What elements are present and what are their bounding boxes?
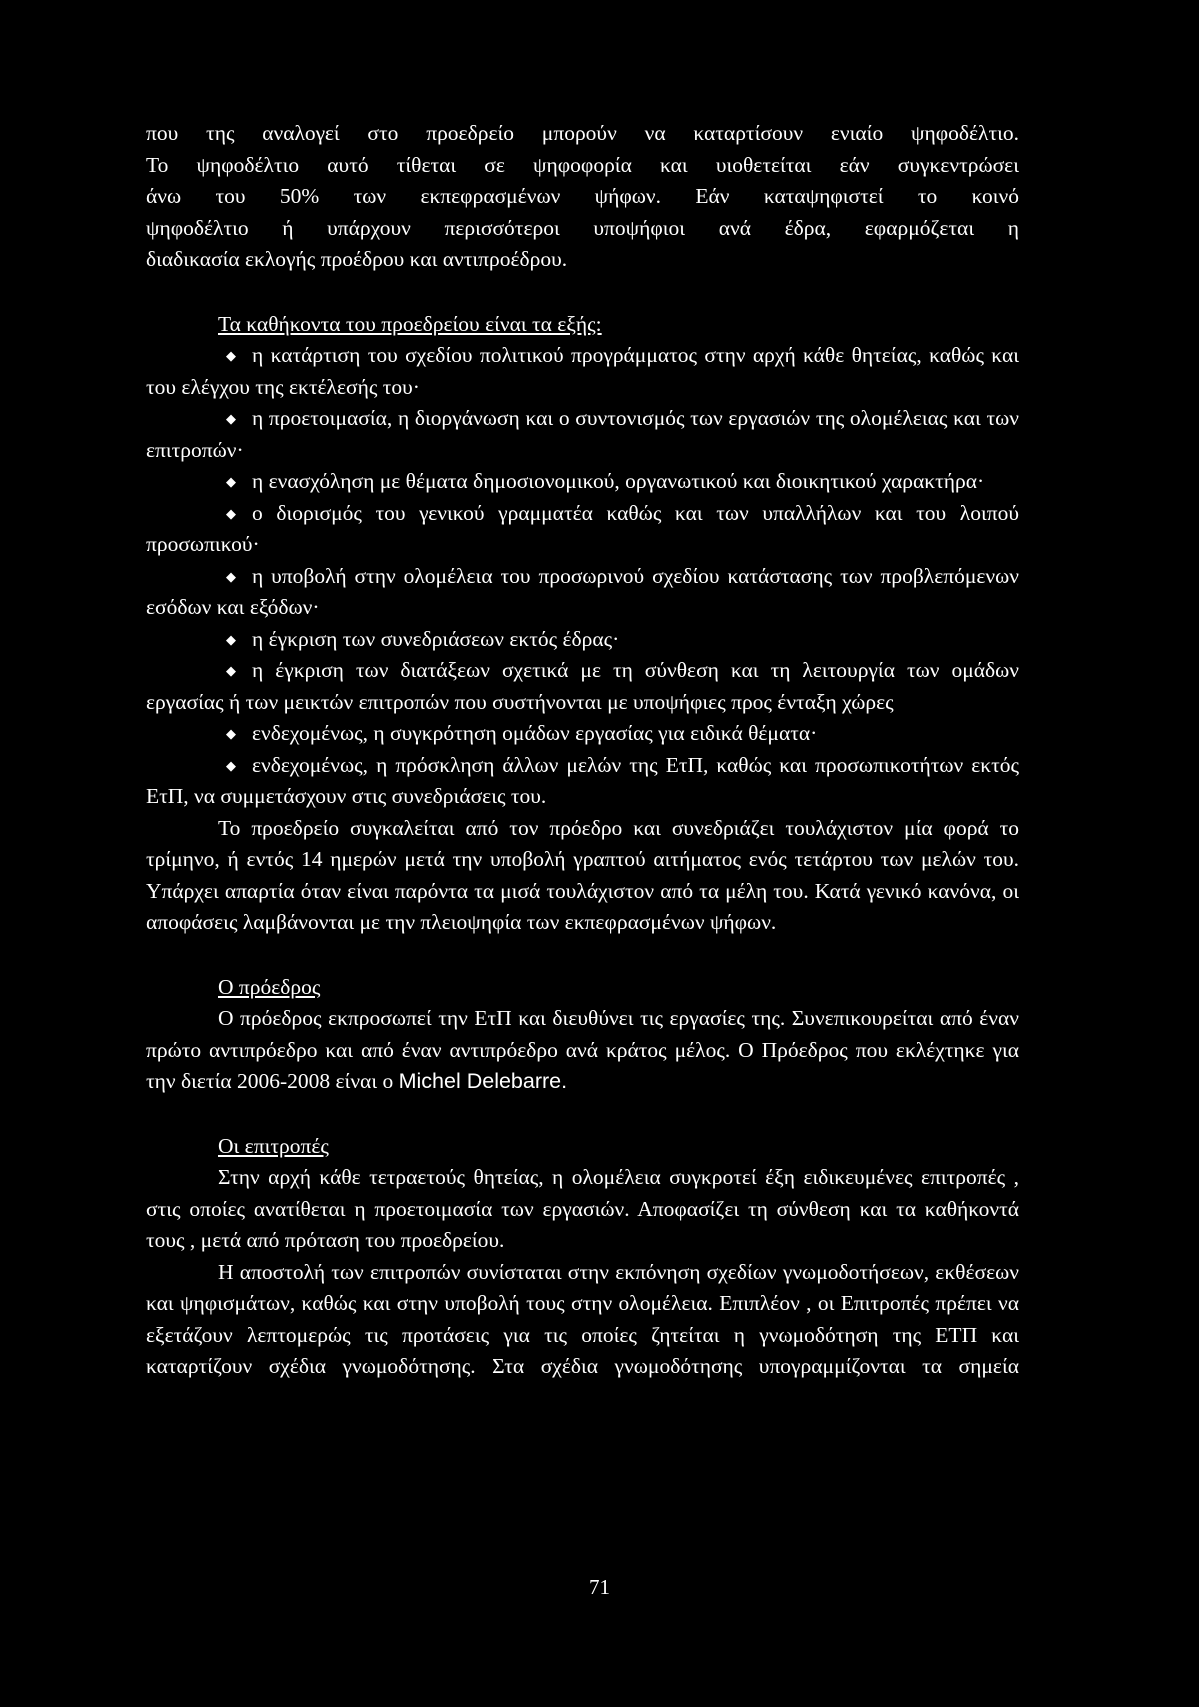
diamond-bullet-icon: ◆ — [226, 348, 236, 363]
diamond-bullet-icon: ◆ — [226, 411, 236, 426]
intro-line: διαδικασία εκλογής προέδρου και αντιπροέδρου. — [146, 247, 568, 271]
committees-paragraph-1: Στην αρχή κάθε τετραετούς θητείας, η ολομέλεια συγκροτεί έξη ειδικευμένες επιτροπές , στις οποίες ανατίθεται η προετοιμασία των εργασιών. Αποφασίζει τη σύνθεση και τα καθήκοντά τους , μετά από πρόταση του προεδρείου. — [146, 1165, 1019, 1252]
duty-item: ◆ ενδεχομένως, η συγκρότηση ομάδων εργασίας για ειδικά θέματα· — [146, 718, 1019, 750]
duty-item: ◆ η κατάρτιση του σχεδίου πολιτικού προγράμματος στην αρχή κάθε θητείας, καθώς και του ελέγχου της εκτέλεσής του· — [146, 340, 1019, 403]
document-page — [146, 118, 1019, 1383]
committees-heading: Οι επιτροπές — [218, 1133, 329, 1158]
diamond-bullet-icon: ◆ — [226, 663, 236, 678]
duty-item: ◆ η υποβολή στην ολομέλεια του προσωρινού σχεδίου κατάστασης των προβλεπόμενων εσόδων και εξόδων· — [146, 561, 1019, 624]
diamond-bullet-icon: ◆ — [226, 474, 236, 489]
duty-item: ◆ η ενασχόληση με θέματα δημοσιονομικού, οργανωτικού και διοικητικού χαρακτήρα· — [146, 466, 1019, 498]
duties-closing-paragraph: Το προεδρείο συγκαλείται από τον πρόεδρο και συνεδριάζει τουλάχιστον μία φορά το τρίμηνο, ή εντός 14 ημερών μετά την υποβολή γραπτού αιτήματος ενός τετάρτου των μελών του. Υπάρχει απαρτία όταν είναι παρόντα τα μισά τουλάχιστον από τα μέλη του. Κατά γενικό κανόνα, οι αποφάσεις λαμβάνονται με την πλειοψηφία των εκπεφρασμένων ψήφων. — [146, 815, 1019, 934]
duty-item: ◆ η έγκριση των συνεδριάσεων εκτός έδρας· — [146, 624, 1019, 656]
diamond-bullet-icon: ◆ — [226, 726, 236, 741]
duty-item: ◆ ο διορισμός του γενικού γραμματέα καθώς και των υπαλλήλων και του λοιπού προσωπικού· — [146, 498, 1019, 561]
president-paragraph: Ο πρόεδρος εκπροσωπεί την ΕτΠ και διευθύνει τις εργασίες της. Συνεπικουρείται από έναν πρώτο αντιπρόεδρο και από έναν αντιπρόεδρο ανά κράτος μέλος. Ο Πρόεδρος που εκλέχτηκε για την διετία 2006-2008 είναι ο Michel Delebarre. — [146, 1006, 1019, 1093]
duties-heading: Τα καθήκοντα του προεδρείου είναι τα εξής: — [218, 311, 602, 336]
intro-line: ψηφοδέλτιο ή υπάρχουν περισσότεροι υποψήφιοι ανά έδρα, εφαρμόζεται η — [146, 215, 1019, 240]
committees-paragraph-2: Η αποστολή των επιτροπών συνίσταται στην εκπόνηση σχεδίων γνωμοδοτήσεων, εκθέσεων και ψηφισμάτων, καθώς και στην υποβολή τους στην ολομέλεια. Επιπλέον , οι Επιτροπές πρέπει να εξετάζουν λεπτομερώς τις προτάσεις για τις οποίες ζητείται η γνωμοδότηση της ΕΤΠ και καταρτίζουν σχέδια γνωμοδότησης. Στα σχέδια γνωμοδότησης υπογραμμίζονται τα σημεία — [146, 1259, 1019, 1378]
duty-item: ◆ ενδεχομένως, η πρόσκληση άλλων μελών της ΕτΠ, καθώς και προσωπικοτήτων εκτός ΕτΠ, να συμμετάσχουν στις συνεδριάσεις του. — [146, 750, 1019, 813]
duty-item: ◆ η προετοιμασία, η διοργάνωση και ο συντονισμός των εργασιών της ολομέλειας και των επιτροπών· — [146, 403, 1019, 466]
diamond-bullet-icon: ◆ — [226, 568, 236, 584]
intro-line: που της αναλογεί στο προεδρείο μπορούν να καταρτίσουν ενιαίο ψηφοδέλτιο. — [146, 121, 1019, 145]
diamond-bullet-icon: ◆ — [226, 757, 236, 773]
duty-item: ◆ η έγκριση των διατάξεων σχετικά με τη σύνθεση και τη λειτουργία των ομάδων εργασίας ή των μεικτών επιτροπών που συστήνονται με υποψήφιες προς ένταξη χώρες — [146, 655, 1019, 718]
diamond-bullet-icon: ◆ — [226, 505, 236, 521]
president-name: Michel Delebarre. — [398, 1069, 568, 1093]
page-number: 71 — [589, 1575, 610, 1599]
diamond-bullet-icon: ◆ — [226, 631, 236, 647]
president-heading: Ο πρόεδρος — [218, 974, 321, 999]
intro-line: άνω του 50% των εκπεφρασμένων ψήφων. Εάν καταψηφιστεί το κοινό — [146, 184, 1019, 208]
intro-line: Το ψηφοδέλτιο αυτό τίθεται σε ψηφοφορία και υιοθετείται εάν συγκεντρώσει — [146, 152, 1019, 177]
